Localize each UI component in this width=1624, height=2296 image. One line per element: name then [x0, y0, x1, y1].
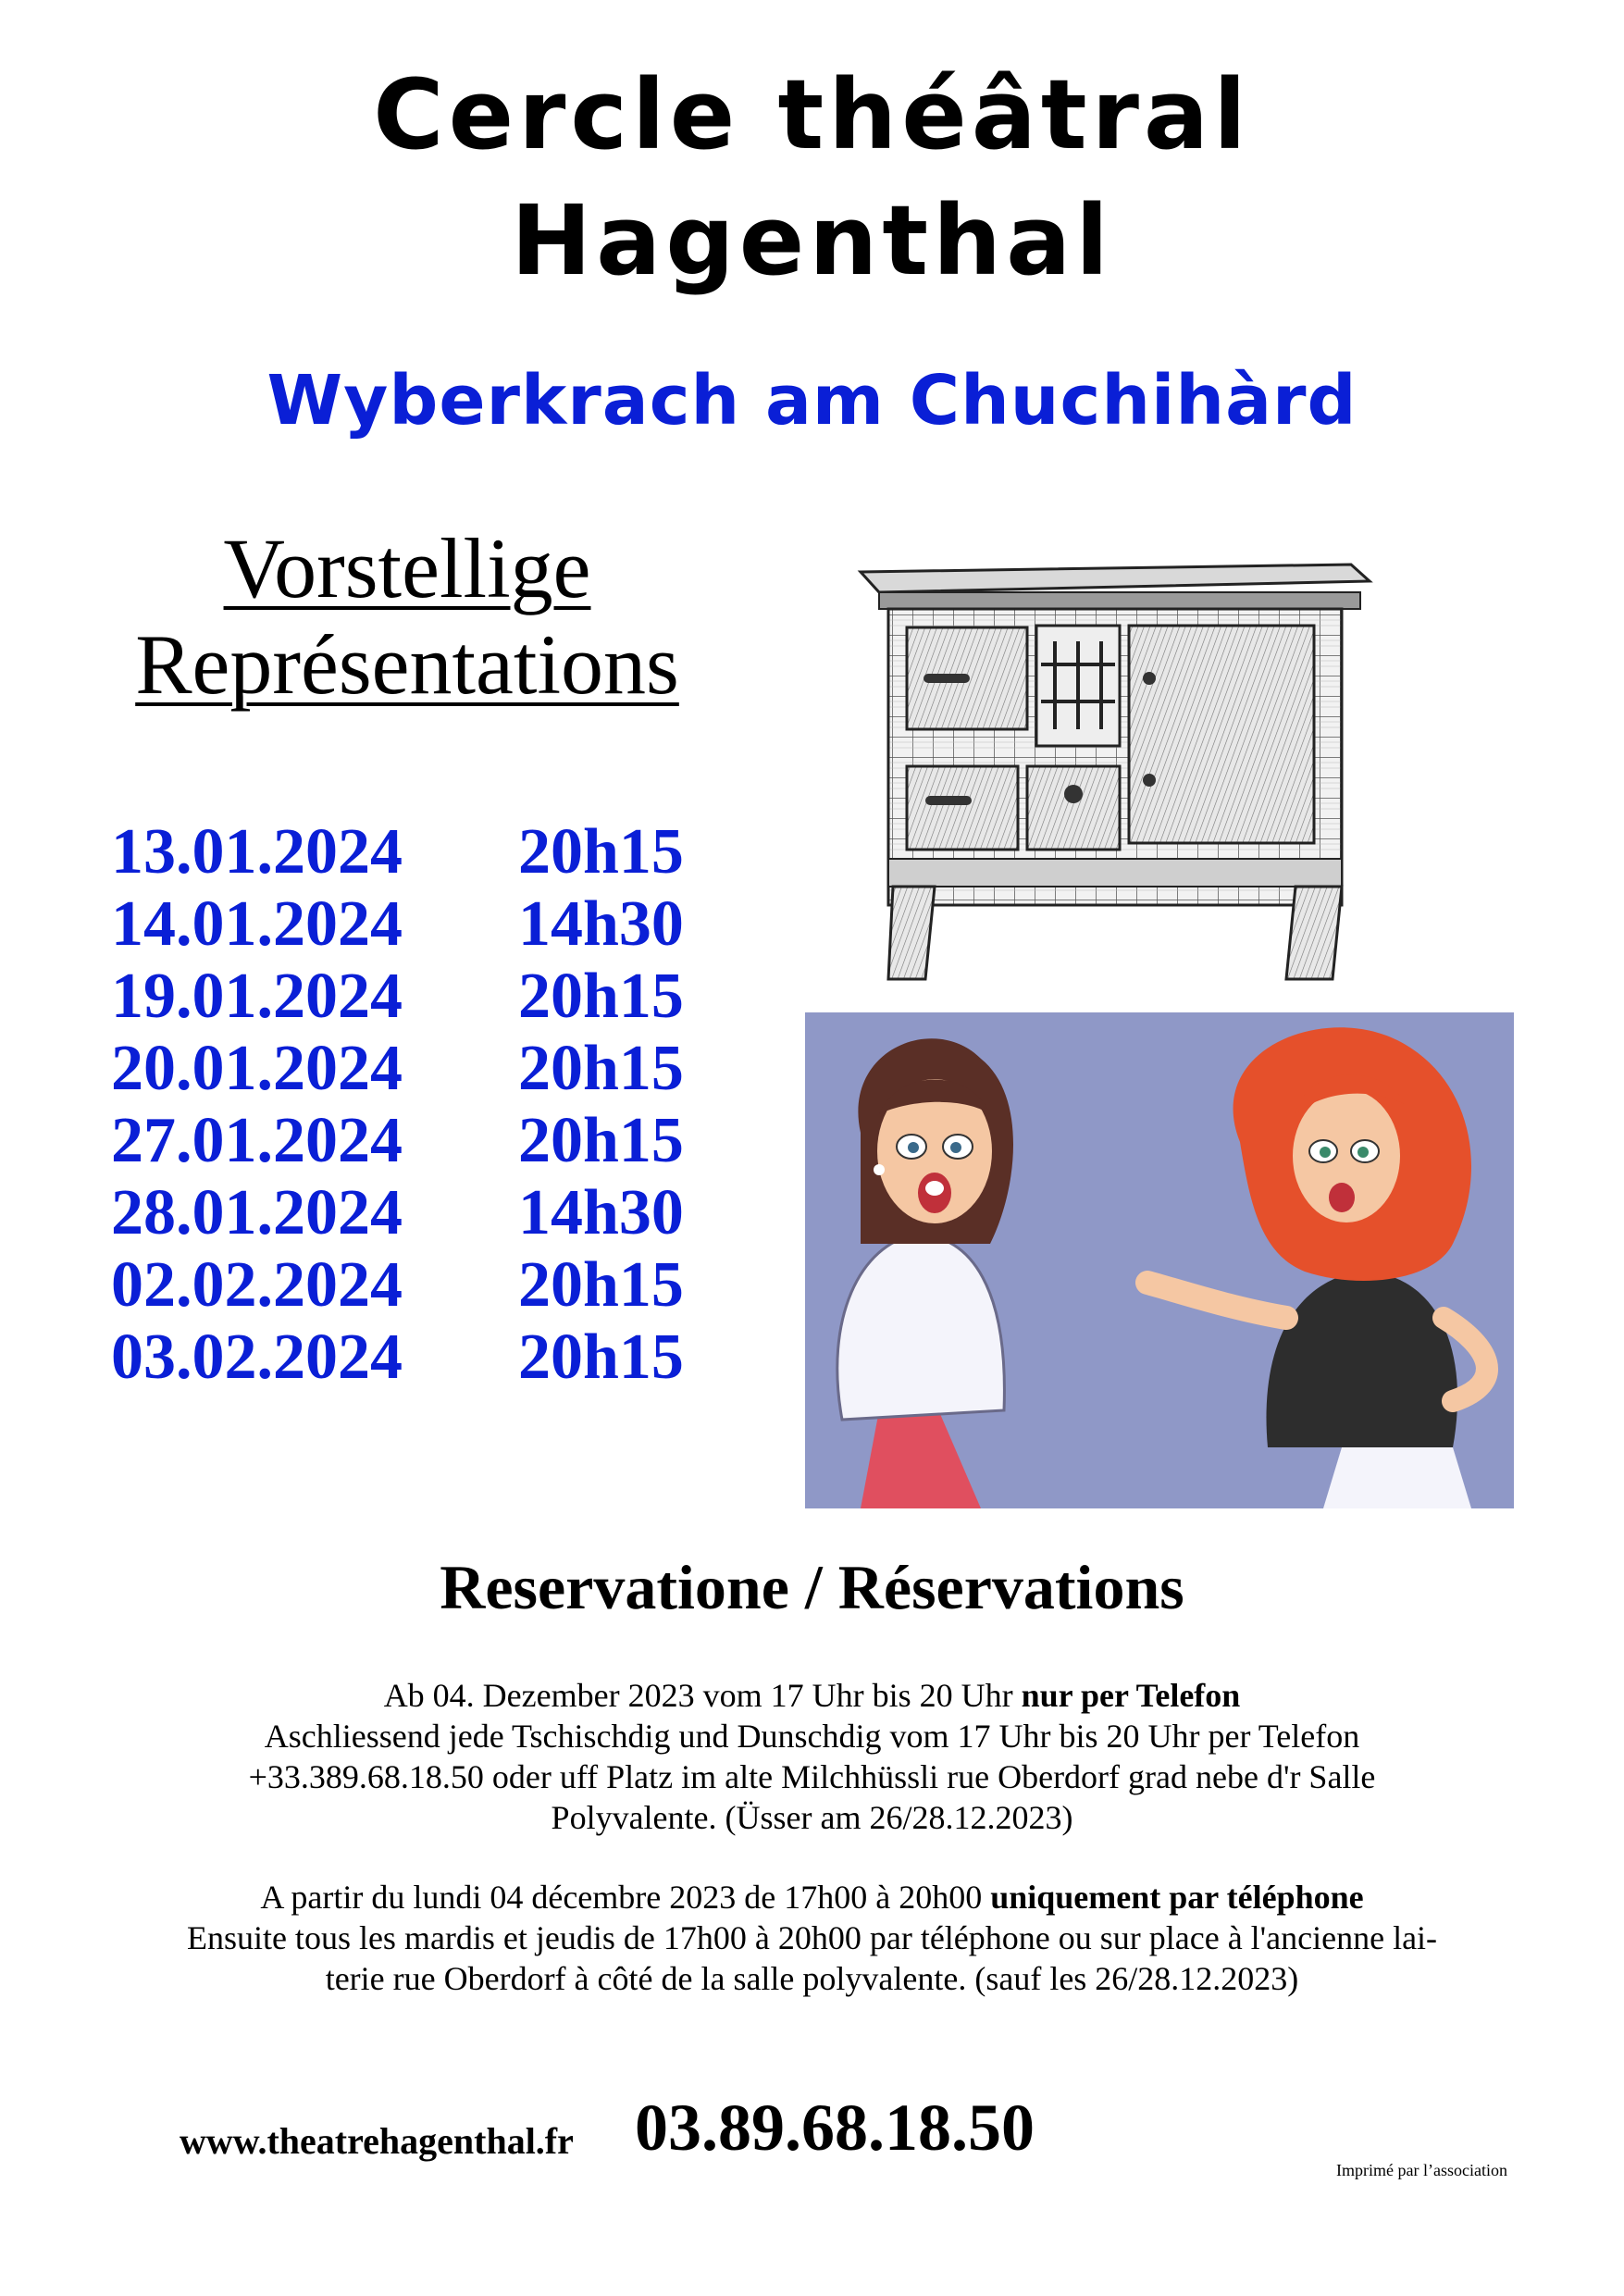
- schedule-time: 14h30: [518, 1177, 684, 1248]
- schedule-date: 14.01.2024: [111, 888, 403, 960]
- schedule-date: 03.02.2024: [111, 1322, 403, 1393]
- paragraph-line: Ensuite tous les mardis et jeudis de 17h00 à 20h00 par téléphone ou sur place à l'ancienne lai-: [186, 1919, 1438, 1956]
- paragraph-line: Aschliessend jede Tschischdig und Dunschdig vom 17 Uhr bis 20 Uhr per Telefon: [264, 1718, 1360, 1755]
- schedule-row: [111, 961, 703, 1033]
- schedule-time: 20h15: [518, 1322, 684, 1393]
- paragraph-line: A partir du lundi 04 décembre 2023 de 17h00 à 20h00 uniquement par téléphone: [260, 1879, 1364, 1916]
- reservations-heading: Reservatione / Réservations: [440, 1552, 1184, 1622]
- schedule-time: 20h15: [518, 961, 684, 1032]
- schedule-row: [111, 1105, 703, 1177]
- schedule-time: 20h15: [518, 1249, 684, 1321]
- performances-heading-alsatian: Vorstellige: [223, 521, 591, 615]
- schedule-row: [111, 1322, 703, 1394]
- performances-heading-french: Représentations: [135, 617, 679, 712]
- emphasis-text: nur per Telefon: [1021, 1677, 1241, 1714]
- phone-number: 03.89.68.18.50: [635, 2091, 1035, 2165]
- printed-by-note: Imprimé par l’association: [1336, 2161, 1507, 2179]
- schedule-date: 19.01.2024: [111, 961, 403, 1032]
- paragraph-line: terie rue Oberdorf à côté de la salle polyvalente. (sauf les 26/28.12.2023): [325, 1960, 1299, 1997]
- schedule-row: [111, 888, 703, 961]
- schedule-row: [111, 816, 703, 888]
- reservations-text-alsatian: [56, 1675, 1568, 1838]
- paragraph-line: Ab 04. Dezember 2023 vom 17 Uhr bis 20 Uhr nur per Telefon: [383, 1677, 1241, 1714]
- schedule-time: 14h30: [518, 888, 684, 960]
- schedule-row: [111, 1177, 703, 1249]
- stove-illustration: [851, 553, 1379, 990]
- schedule-time: 20h15: [518, 1033, 684, 1104]
- website-link[interactable]: www.theatrehagenthal.fr: [180, 2120, 574, 2162]
- schedule-date: 13.01.2024: [111, 816, 403, 887]
- schedule-date: 27.01.2024: [111, 1105, 403, 1176]
- schedule-list: [111, 816, 703, 1394]
- paragraph-line: Polyvalente. (Üsser am 26/28.12.2023): [551, 1799, 1073, 1836]
- paragraph-line: +33.389.68.18.50 oder uff Platz im alte Milchhüssli rue Oberdorf grad nebe d'r Salle: [248, 1758, 1376, 1795]
- emphasis-text: uniquement par téléphone: [990, 1879, 1364, 1916]
- play-title: Wyberkrach am Chuchihàrd: [267, 361, 1357, 441]
- schedule-date: 02.02.2024: [111, 1249, 403, 1321]
- org-title-line1: Cercle théâtral: [373, 58, 1251, 171]
- schedule-row: [111, 1249, 703, 1322]
- org-title-line2: Hagenthal: [511, 184, 1113, 297]
- reservations-text-french: [56, 1877, 1568, 1999]
- schedule-date: 20.01.2024: [111, 1033, 403, 1104]
- schedule-date: 28.01.2024: [111, 1177, 403, 1248]
- schedule-time: 20h15: [518, 816, 684, 887]
- arguing-women-illustration: [805, 1012, 1514, 1508]
- schedule-time: 20h15: [518, 1105, 684, 1176]
- schedule-row: [111, 1033, 703, 1105]
